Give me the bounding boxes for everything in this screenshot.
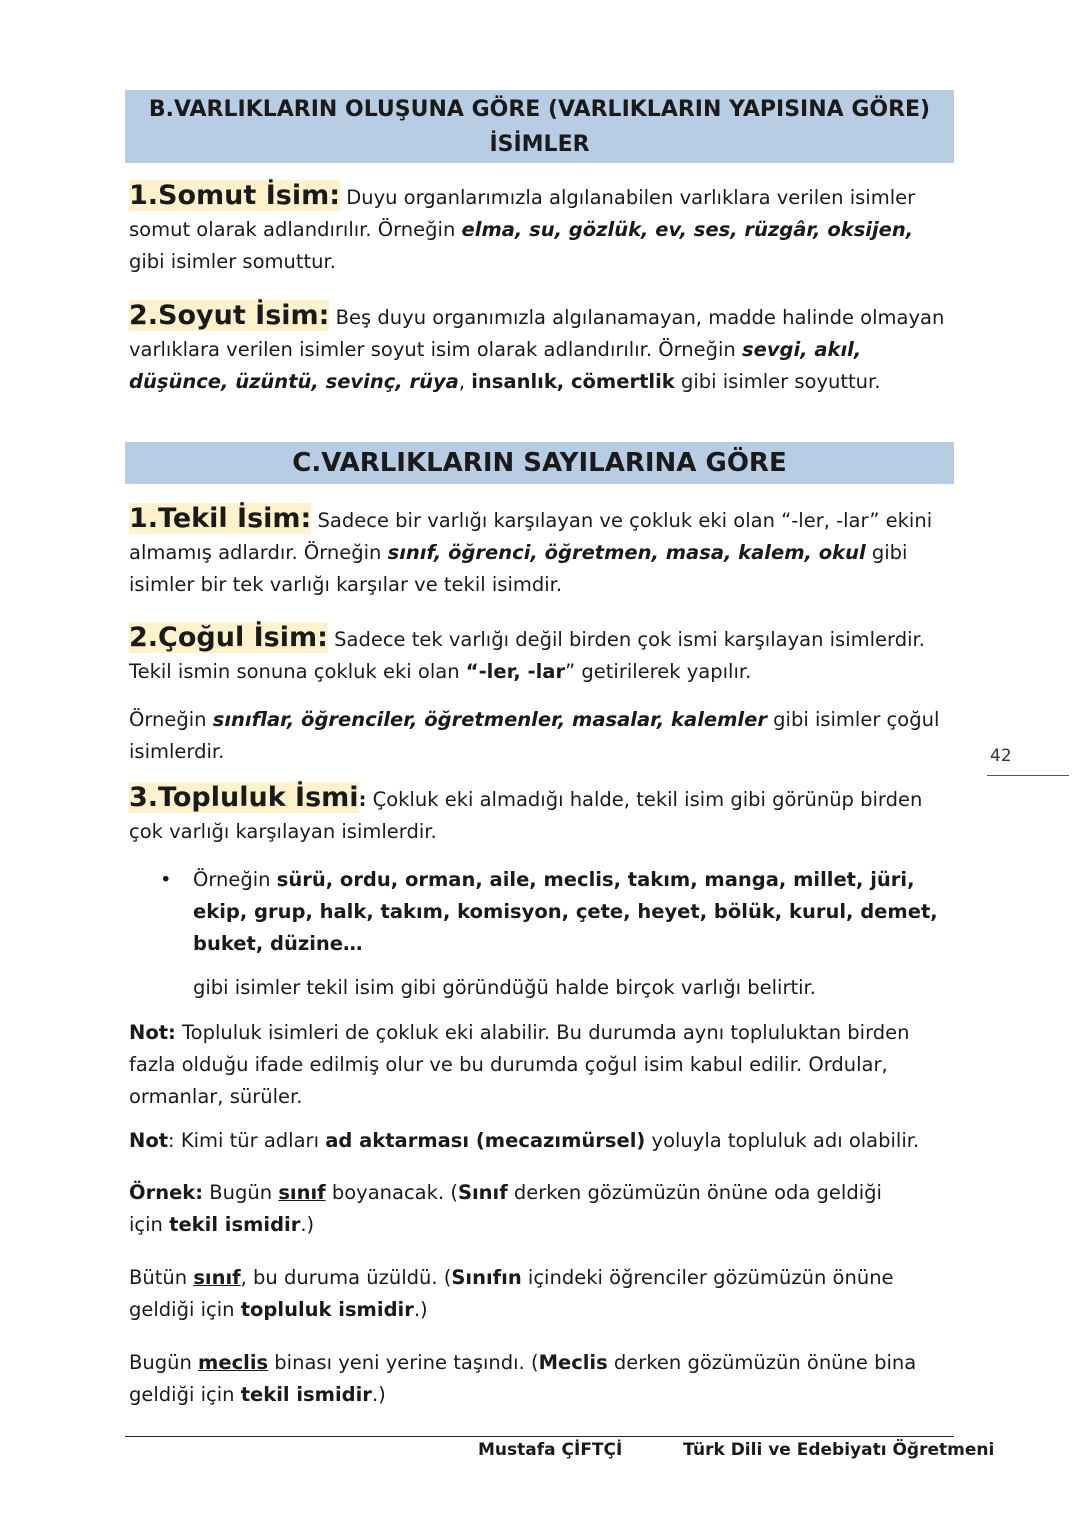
example-1: Örnek: Bugün sınıf boyanacak. (Sınıf derken gözümüzün önüne oda geldiği için tekil ismidir.) [129, 1181, 882, 1236]
topluluk-bullet-item: • Örneğin sürü, ordu, orman, aile, meclis, takım, manga, millet, jüri, ekip, grup, halk, takım, komisyon, çete, heyet, bölük, kurul, demet, buket, düzine… [160, 864, 950, 960]
soyut-isim-heading: 2.Soyut İsim: [129, 300, 330, 331]
somut-isim-heading: 1.Somut İsim: [129, 180, 341, 211]
section-b-title-line1: B.VARLIKLARIN OLUŞUNA GÖRE (VARLIKLARIN YAPISINA GÖRE) [148, 97, 931, 122]
note-1: Not: Topluluk isimleri de çokluk eki alabilir. Bu durumda aynı topluluktan birden fazla olduğu ifade edilmiş olur ve bu durumda çoğul isim kabul edilir. Ordular, ormanlar, sürüler. [129, 1021, 910, 1108]
topluluk-ismi-heading: 3.Topluluk İsmi [129, 782, 359, 813]
cogul-isim-heading: 2.Çoğul İsim: [129, 622, 328, 653]
tekil-isim-heading: 1.Tekil İsim: [129, 503, 312, 534]
example-2: Bütün sınıf, bu duruma üzüldü. (Sınıfın içindeki öğrenciler gözümüzün önüne geldiği için topluluk ismidir.) [129, 1266, 894, 1321]
footer-role: Türk Dili ve Edebiyatı Öğretmeni [683, 1440, 995, 1460]
section-c-heading: C.VARLIKLARIN SAYILARINA GÖRE [125, 442, 954, 484]
topluluk-bullet-continuation: gibi isimler tekil isim gibi göründüğü halde birçok varlığı belirtir. [193, 976, 816, 999]
bullet-icon: • [160, 868, 172, 891]
footer-author: Mustafa ÇİFTÇİ [478, 1440, 623, 1460]
footer-rule [125, 1436, 954, 1437]
tekil-isim-paragraph: 1.Tekil İsim: Sadece bir varlığı karşılayan ve çokluk eki olan “-ler, -lar” ekini almamış adlardır. Örneğin sınıf, öğrenci, öğretmen, masa, kalem, okul gibi isimler bir tek varlığı karşılar ve tekil isimdir. [129, 503, 933, 596]
note-2: Not: Kimi tür adları ad aktarması (mecazımürsel) yoluyla topluluk adı olabilir. [129, 1129, 920, 1152]
section-b-title-line2: İSİMLER [489, 132, 590, 157]
example-3: Bugün meclis binası yeni yerine taşındı. (Meclis derken gözümüzün önüne bina geldiği için tekil ismidir.) [129, 1351, 917, 1406]
somut-isim-paragraph: 1.Somut İsim: Duyu organlarımızla algılanabilen varlıklara verilen isimler somut olarak adlandırılır. Örneğin elma, su, gözlük, ev, ses, rüzgâr, oksijen, gibi isimler somuttur. [129, 180, 916, 273]
soyut-isim-paragraph: 2.Soyut İsim: Beş duyu organımızla algılanamayan, madde halinde olmayan varlıklara verilen isimler soyut isim olarak adlandırılır. Örneğin sevgi, akıl, düşünce, üzüntü, sevinç, rüya, insanlık, cömertlik gibi isimler soyuttur. [129, 300, 945, 393]
page-number-rule [987, 775, 1069, 776]
topluluk-ismi-paragraph: 3.Topluluk İsmi: Çokluk eki almadığı halde, tekil isim gibi görünüp birden çok varlığı karşılayan isimlerdir. [129, 782, 923, 843]
page-number: 42 [990, 746, 1012, 766]
section-b-heading [125, 90, 954, 163]
cogul-isim-example: Örneğin sınıflar, öğrenciler, öğretmenler, masalar, kalemler gibi isimler çoğul isimlerdir. [129, 708, 940, 763]
cogul-isim-paragraph: 2.Çoğul İsim: Sadece tek varlığı değil birden çok ismi karşılayan isimlerdir. Tekil ismin sonuna çokluk eki olan “-ler, -lar” getirilerek yapılır. [129, 622, 925, 683]
